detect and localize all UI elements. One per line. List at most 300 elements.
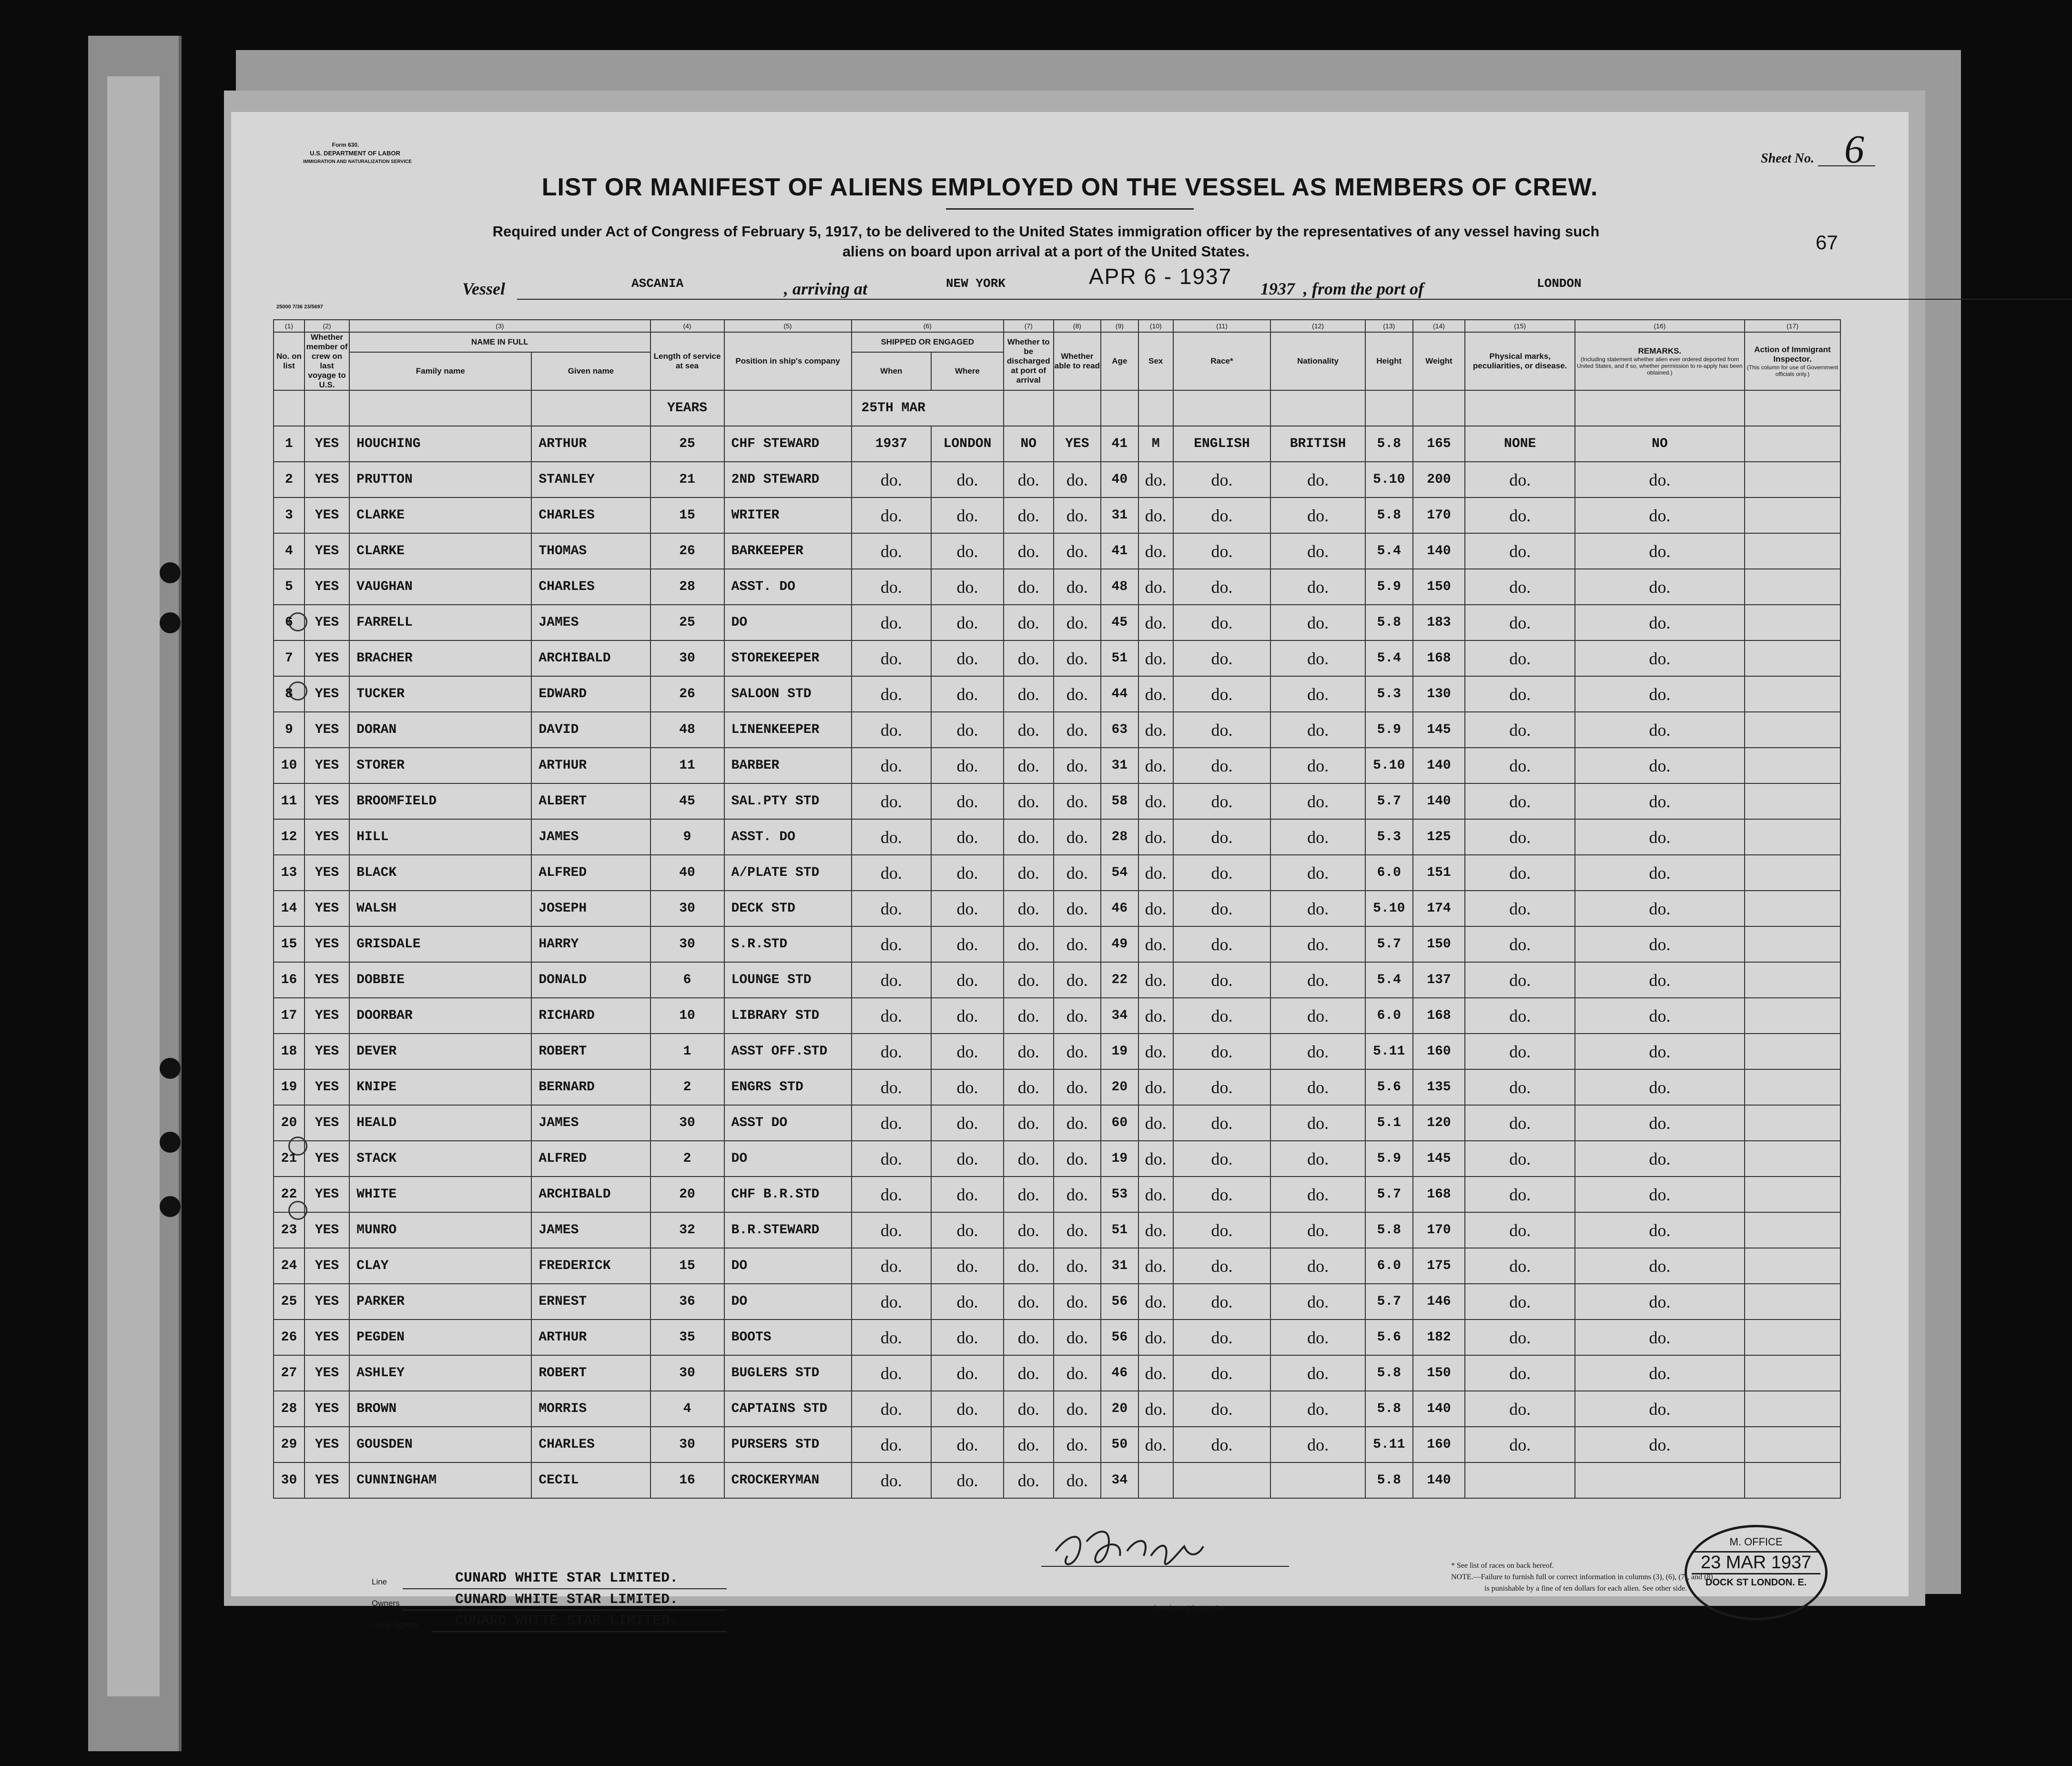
sex-cell: do.: [1138, 1177, 1173, 1212]
family-name-cell: CLARKE: [349, 533, 531, 569]
inspector-label: Immigrant Inspector.: [1153, 1604, 1227, 1613]
given-name-cell: CECIL: [531, 1462, 650, 1498]
col-nationality: Nationality: [1270, 332, 1365, 390]
given-name-cell: ERNEST: [531, 1284, 650, 1319]
shipped-when-cell: do.: [852, 1105, 932, 1141]
last-voyage-cell: YES: [305, 712, 349, 748]
able-to-read-cell: do.: [1054, 569, 1101, 605]
action-cell: [1745, 1284, 1840, 1319]
table-row: [274, 748, 1840, 783]
position-cell: ASST OFF.STD: [724, 1034, 852, 1069]
weight-cell: 150: [1413, 926, 1465, 962]
sex-cell: do.: [1138, 1069, 1173, 1105]
height-cell: 5.9: [1365, 569, 1412, 605]
race-cell: ENGLISH: [1173, 426, 1270, 462]
remarks-cell: do.: [1575, 819, 1745, 855]
sex-cell: do.: [1138, 891, 1173, 926]
col-last-voyage: Whether member of crew on last voyage to U.S.: [305, 332, 349, 390]
age-cell: 50: [1101, 1427, 1138, 1462]
discharged-cell: do.: [1004, 998, 1054, 1034]
family-name-cell: BRACHER: [349, 640, 531, 676]
row-number-cell: 11: [274, 783, 305, 819]
nationality-cell: do.: [1270, 569, 1365, 605]
row-number-cell: 3: [274, 497, 305, 533]
last-voyage-cell: YES: [305, 1462, 349, 1498]
last-voyage-cell: YES: [305, 1284, 349, 1319]
row-number-cell: 2: [274, 462, 305, 497]
weight-cell: 151: [1413, 855, 1465, 891]
remarks-cell: do.: [1575, 533, 1745, 569]
family-name-cell: BROWN: [349, 1391, 531, 1427]
crew-table: [273, 319, 1841, 1499]
action-cell: [1745, 426, 1840, 462]
row-number-cell: 10: [274, 748, 305, 783]
shipped-where-cell: do.: [931, 748, 1004, 783]
col-family-name: Family name: [349, 352, 531, 390]
nationality-cell: [1270, 1462, 1365, 1498]
office-stamp: [1685, 1525, 1828, 1620]
service-length-cell: 15: [650, 1248, 724, 1284]
row-number-cell: 8: [274, 676, 305, 712]
nationality-cell: do.: [1270, 605, 1365, 640]
given-name-cell: EDWARD: [531, 676, 650, 712]
weight-cell: 170: [1413, 497, 1465, 533]
action-cell: [1745, 462, 1840, 497]
nationality-cell: do.: [1270, 962, 1365, 998]
age-cell: 19: [1101, 1034, 1138, 1069]
weight-cell: 168: [1413, 1177, 1465, 1212]
shipped-where-cell: do.: [931, 783, 1004, 819]
height-cell: 5.7: [1365, 783, 1412, 819]
height-cell: 5.8: [1365, 497, 1412, 533]
shipped-when-cell: do.: [852, 1248, 932, 1284]
last-voyage-cell: YES: [305, 1177, 349, 1212]
position-cell: BUGLERS STD: [724, 1355, 852, 1391]
agents-rule: [431, 1631, 727, 1632]
height-cell: 5.11: [1365, 1427, 1412, 1462]
given-name-cell: ARTHUR: [531, 426, 650, 462]
service-length-cell: 30: [650, 1105, 724, 1141]
able-to-read-cell: do.: [1054, 462, 1101, 497]
weight-cell: 130: [1413, 676, 1465, 712]
given-name-cell: CHARLES: [531, 569, 650, 605]
row-number-cell: 9: [274, 712, 305, 748]
table-row: [274, 962, 1840, 998]
physical-marks-cell: NONE: [1465, 426, 1574, 462]
agents-label: Local Agents: [372, 1620, 418, 1629]
physical-marks-cell: do.: [1465, 640, 1574, 676]
column-number: (3): [349, 320, 650, 332]
race-cell: do.: [1173, 605, 1270, 640]
race-cell: do.: [1173, 569, 1270, 605]
remarks-title: REMARKS.: [1638, 346, 1682, 355]
service-length-cell: 21: [650, 462, 724, 497]
age-cell: 40: [1101, 462, 1138, 497]
sex-cell: do.: [1138, 712, 1173, 748]
table-row: [274, 1391, 1840, 1427]
col-discharged: Whether to be discharged at port of arrival: [1004, 332, 1054, 390]
sex-cell: do.: [1138, 1391, 1173, 1427]
position-cell: ASST. DO: [724, 819, 852, 855]
table-row: [274, 1034, 1840, 1069]
nationality-cell: do.: [1270, 998, 1365, 1034]
action-cell: [1745, 1427, 1840, 1462]
column-number: (10): [1138, 320, 1173, 332]
shipped-when-cell: do.: [852, 1427, 932, 1462]
nationality-cell: do.: [1270, 712, 1365, 748]
row-number-cell: 13: [274, 855, 305, 891]
physical-marks-cell: do.: [1465, 1141, 1574, 1177]
service-length-cell: 26: [650, 533, 724, 569]
sex-cell: do.: [1138, 819, 1173, 855]
weight-cell: 174: [1413, 891, 1465, 926]
sex-cell: do.: [1138, 640, 1173, 676]
race-cell: do.: [1173, 962, 1270, 998]
physical-marks-cell: do.: [1465, 783, 1574, 819]
action-cell: [1745, 1141, 1840, 1177]
shipped-where-cell: do.: [931, 1319, 1004, 1355]
last-voyage-cell: YES: [305, 569, 349, 605]
shipped-where-cell: do.: [931, 1427, 1004, 1462]
row-number-cell: 22: [274, 1177, 305, 1212]
col-position: Position in ship's company: [724, 332, 852, 390]
shipped-where-cell: do.: [931, 533, 1004, 569]
height-cell: 5.3: [1365, 676, 1412, 712]
given-name-cell: ALFRED: [531, 1141, 650, 1177]
action-cell: [1745, 569, 1840, 605]
row-number-cell: 4: [274, 533, 305, 569]
action-cell: [1745, 748, 1840, 783]
shipped-where-cell: do.: [931, 1355, 1004, 1391]
able-to-read-cell: do.: [1054, 1355, 1101, 1391]
races-note: * See list of races on back hereof.: [1451, 1562, 1554, 1570]
family-name-cell: WALSH: [349, 891, 531, 926]
column-number: (6): [852, 320, 1004, 332]
service-length-cell: 36: [650, 1284, 724, 1319]
action-cell: [1745, 605, 1840, 640]
weight-cell: 150: [1413, 1355, 1465, 1391]
action-cell: [1745, 1069, 1840, 1105]
table-row: [274, 926, 1840, 962]
column-number: (13): [1365, 320, 1412, 332]
row-number-cell: 15: [274, 926, 305, 962]
weight-cell: 183: [1413, 605, 1465, 640]
arriving-port: NEW YORK: [946, 276, 1006, 291]
action-title: Action of Immigrant Inspector.: [1754, 345, 1831, 364]
age-cell: 63: [1101, 712, 1138, 748]
sex-cell: do.: [1138, 748, 1173, 783]
failure-note: NOTE.—Failure to furnish full or correct information in columns (3), (6), (7), and (8): [1451, 1573, 1713, 1581]
family-name-cell: PARKER: [349, 1284, 531, 1319]
age-cell: 56: [1101, 1319, 1138, 1355]
action-cell: [1745, 497, 1840, 533]
column-number: (17): [1745, 320, 1840, 332]
col-length-service: Length of service at sea: [650, 332, 724, 390]
family-name-cell: HILL: [349, 819, 531, 855]
height-cell: 5.4: [1365, 640, 1412, 676]
table-row: [274, 891, 1840, 926]
nationality-cell: do.: [1270, 676, 1365, 712]
action-cell: [1745, 1462, 1840, 1498]
years-label: YEARS: [650, 390, 724, 426]
discharged-cell: do.: [1004, 926, 1054, 962]
table-row: [274, 1427, 1840, 1462]
height-cell: 5.9: [1365, 712, 1412, 748]
sheet-number: 6: [1844, 127, 1864, 172]
action-cell: [1745, 962, 1840, 998]
row-number-cell: 1: [274, 426, 305, 462]
sex-cell: do.: [1138, 926, 1173, 962]
shipped-where-cell: do.: [931, 891, 1004, 926]
sex-cell: do.: [1138, 462, 1173, 497]
action-cell: [1745, 676, 1840, 712]
race-cell: do.: [1173, 712, 1270, 748]
owners-rule: [403, 1610, 727, 1611]
shipped-where-cell: do.: [931, 1141, 1004, 1177]
service-length-cell: 4: [650, 1391, 724, 1427]
race-cell: do.: [1173, 1391, 1270, 1427]
service-length-cell: 30: [650, 1427, 724, 1462]
service-length-cell: 2: [650, 1141, 724, 1177]
position-cell: CHF STEWARD: [724, 426, 852, 462]
height-cell: 5.8: [1365, 1391, 1412, 1427]
weight-cell: 182: [1413, 1319, 1465, 1355]
physical-marks-cell: do.: [1465, 1069, 1574, 1105]
last-voyage-cell: YES: [305, 1391, 349, 1427]
nationality-cell: do.: [1270, 748, 1365, 783]
remarks-cell: [1575, 1462, 1745, 1498]
age-cell: 58: [1101, 783, 1138, 819]
family-name-cell: BROOMFIELD: [349, 783, 531, 819]
given-name-cell: JAMES: [531, 605, 650, 640]
sex-cell: do.: [1138, 1284, 1173, 1319]
service-length-cell: 1: [650, 1034, 724, 1069]
able-to-read-cell: do.: [1054, 1462, 1101, 1498]
shipped-when-cell: do.: [852, 748, 932, 783]
last-voyage-cell: YES: [305, 1141, 349, 1177]
action-cell: [1745, 712, 1840, 748]
last-voyage-cell: YES: [305, 676, 349, 712]
col-name-in-full: NAME IN FULL: [349, 332, 650, 352]
given-name-cell: THOMAS: [531, 533, 650, 569]
given-name-cell: ARCHIBALD: [531, 1177, 650, 1212]
service-length-cell: 28: [650, 569, 724, 605]
remarks-cell: do.: [1575, 1284, 1745, 1319]
height-cell: 5.1: [1365, 1105, 1412, 1141]
page-title: LIST OR MANIFEST OF ALIENS EMPLOYED ON THE VESSEL AS MEMBERS OF CREW.: [541, 173, 1598, 201]
nationality-cell: do.: [1270, 1248, 1365, 1284]
discharged-cell: do.: [1004, 712, 1054, 748]
able-to-read-cell: do.: [1054, 1177, 1101, 1212]
action-cell: [1745, 891, 1840, 926]
sex-cell: do.: [1138, 497, 1173, 533]
row-number-cell: 12: [274, 819, 305, 855]
line-value: CUNARD WHITE STAR LIMITED.: [455, 1570, 679, 1586]
race-cell: do.: [1173, 926, 1270, 962]
print-code: 25000 7/36 23/5697: [276, 304, 323, 310]
last-voyage-cell: YES: [305, 533, 349, 569]
weight-cell: 145: [1413, 1141, 1465, 1177]
remarks-cell: do.: [1575, 962, 1745, 998]
action-cell: [1745, 1391, 1840, 1427]
col-read: Whether able to read: [1054, 332, 1101, 390]
last-voyage-cell: YES: [305, 1069, 349, 1105]
race-cell: do.: [1173, 497, 1270, 533]
height-cell: 5.6: [1365, 1319, 1412, 1355]
action-cell: [1745, 1034, 1840, 1069]
nationality-cell: do.: [1270, 1391, 1365, 1427]
shipped-where-cell: do.: [931, 998, 1004, 1034]
shipped-where-cell: do.: [931, 962, 1004, 998]
shipped-where-cell: do.: [931, 1391, 1004, 1427]
given-name-cell: ARTHUR: [531, 748, 650, 783]
height-cell: 6.0: [1365, 855, 1412, 891]
table-row: [274, 855, 1840, 891]
table-row: [274, 712, 1840, 748]
shipped-where-cell: do.: [931, 640, 1004, 676]
age-cell: 34: [1101, 998, 1138, 1034]
remarks-note: (Including statement whether alien ever ordered deported from United States, and if so, whether permission to re-apply has been obtained.): [1577, 356, 1743, 376]
position-cell: ASST. DO: [724, 569, 852, 605]
age-cell: 49: [1101, 926, 1138, 962]
row-number-cell: 25: [274, 1284, 305, 1319]
family-name-cell: DORAN: [349, 712, 531, 748]
physical-marks-cell: do.: [1465, 819, 1574, 855]
table-row: [274, 1462, 1840, 1498]
height-cell: 6.0: [1365, 998, 1412, 1034]
given-name-cell: RICHARD: [531, 998, 650, 1034]
given-name-cell: HARRY: [531, 926, 650, 962]
last-voyage-cell: YES: [305, 640, 349, 676]
col-given-name: Given name: [531, 352, 650, 390]
age-cell: 20: [1101, 1069, 1138, 1105]
family-name-cell: VAUGHAN: [349, 569, 531, 605]
remarks-cell: do.: [1575, 1141, 1745, 1177]
position-cell: LIBRARY STD: [724, 998, 852, 1034]
shipped-when-cell: do.: [852, 1212, 932, 1248]
age-cell: 45: [1101, 605, 1138, 640]
nationality-cell: do.: [1270, 1319, 1365, 1355]
column-number: (11): [1173, 320, 1270, 332]
remarks-cell: do.: [1575, 1319, 1745, 1355]
stamp-date: 23 MAR 1937: [1692, 1551, 1820, 1574]
discharged-cell: do.: [1004, 676, 1054, 712]
weight-cell: 146: [1413, 1284, 1465, 1319]
age-cell: 34: [1101, 1462, 1138, 1498]
family-name-cell: DOORBAR: [349, 998, 531, 1034]
nationality-cell: do.: [1270, 1177, 1365, 1212]
table-row: [274, 605, 1840, 640]
table-row: [274, 569, 1840, 605]
weight-cell: 137: [1413, 962, 1465, 998]
weight-cell: 140: [1413, 533, 1465, 569]
age-cell: 28: [1101, 819, 1138, 855]
physical-marks-cell: do.: [1465, 1427, 1574, 1462]
position-cell: CHF B.R.STD: [724, 1177, 852, 1212]
physical-marks-cell: do.: [1465, 712, 1574, 748]
service-length-cell: 6: [650, 962, 724, 998]
discharged-cell: do.: [1004, 1319, 1054, 1355]
table-row: [274, 1284, 1840, 1319]
shipped-where-cell: do.: [931, 1069, 1004, 1105]
owners-label: Owners: [372, 1599, 400, 1608]
remarks-cell: do.: [1575, 891, 1745, 926]
able-to-read-cell: do.: [1054, 1069, 1101, 1105]
action-cell: [1745, 1355, 1840, 1391]
shipped-when-cell: do.: [852, 569, 932, 605]
given-name-cell: ARTHUR: [531, 1319, 650, 1355]
row-number-cell: 20: [274, 1105, 305, 1141]
height-cell: 5.8: [1365, 1462, 1412, 1498]
shipped-where-cell: do.: [931, 1034, 1004, 1069]
race-cell: do.: [1173, 533, 1270, 569]
age-cell: 56: [1101, 1284, 1138, 1319]
shipped-when-cell: do.: [852, 819, 932, 855]
title-rule: [946, 208, 1194, 210]
family-name-cell: STORER: [349, 748, 531, 783]
binder-hole: [160, 1058, 181, 1079]
discharged-cell: do.: [1004, 855, 1054, 891]
service-length-cell: 25: [650, 605, 724, 640]
race-cell: do.: [1173, 1319, 1270, 1355]
last-voyage-cell: YES: [305, 1034, 349, 1069]
shipped-when-cell: do.: [852, 998, 932, 1034]
age-cell: 51: [1101, 1212, 1138, 1248]
service-length-cell: 25: [650, 426, 724, 462]
sex-cell: do.: [1138, 783, 1173, 819]
race-cell: do.: [1173, 891, 1270, 926]
shipped-when-cell: do.: [852, 855, 932, 891]
action-cell: [1745, 640, 1840, 676]
column-number: (4): [650, 320, 724, 332]
nationality-cell: do.: [1270, 1034, 1365, 1069]
remarks-cell: NO: [1575, 426, 1745, 462]
sex-cell: do.: [1138, 676, 1173, 712]
shipped-when-cell: do.: [852, 1284, 932, 1319]
weight-cell: 160: [1413, 1034, 1465, 1069]
physical-marks-cell: do.: [1465, 1212, 1574, 1248]
vessel-label: Vessel: [462, 279, 505, 298]
from-port-label: , from the port of: [1303, 279, 1424, 298]
sex-cell: do.: [1138, 1248, 1173, 1284]
stamp-top: M. OFFICE: [1729, 1536, 1783, 1548]
bureau: IMMIGRATION AND NATURALIZATION SERVICE: [303, 159, 412, 164]
age-cell: 31: [1101, 748, 1138, 783]
position-cell: DO: [724, 605, 852, 640]
given-name-cell: ROBERT: [531, 1034, 650, 1069]
remarks-cell: do.: [1575, 676, 1745, 712]
able-to-read-cell: do.: [1054, 962, 1101, 998]
discharged-cell: do.: [1004, 962, 1054, 998]
row-number-cell: 29: [274, 1427, 305, 1462]
nationality-cell: do.: [1270, 1355, 1365, 1391]
last-voyage-cell: YES: [305, 748, 349, 783]
weight-cell: 120: [1413, 1105, 1465, 1141]
last-voyage-cell: YES: [305, 497, 349, 533]
weight-cell: 168: [1413, 640, 1465, 676]
given-name-cell: CHARLES: [531, 1427, 650, 1462]
service-length-cell: 16: [650, 1462, 724, 1498]
vessel-rule: [517, 299, 2072, 300]
race-cell: do.: [1173, 1248, 1270, 1284]
owners-value: CUNARD WHITE STAR LIMITED.: [455, 1592, 679, 1608]
family-name-cell: GRISDALE: [349, 926, 531, 962]
position-cell: CROCKERYMAN: [724, 1462, 852, 1498]
col-sex: Sex: [1138, 332, 1173, 390]
physical-marks-cell: do.: [1465, 676, 1574, 712]
remarks-cell: do.: [1575, 855, 1745, 891]
row-number-cell: 30: [274, 1462, 305, 1498]
